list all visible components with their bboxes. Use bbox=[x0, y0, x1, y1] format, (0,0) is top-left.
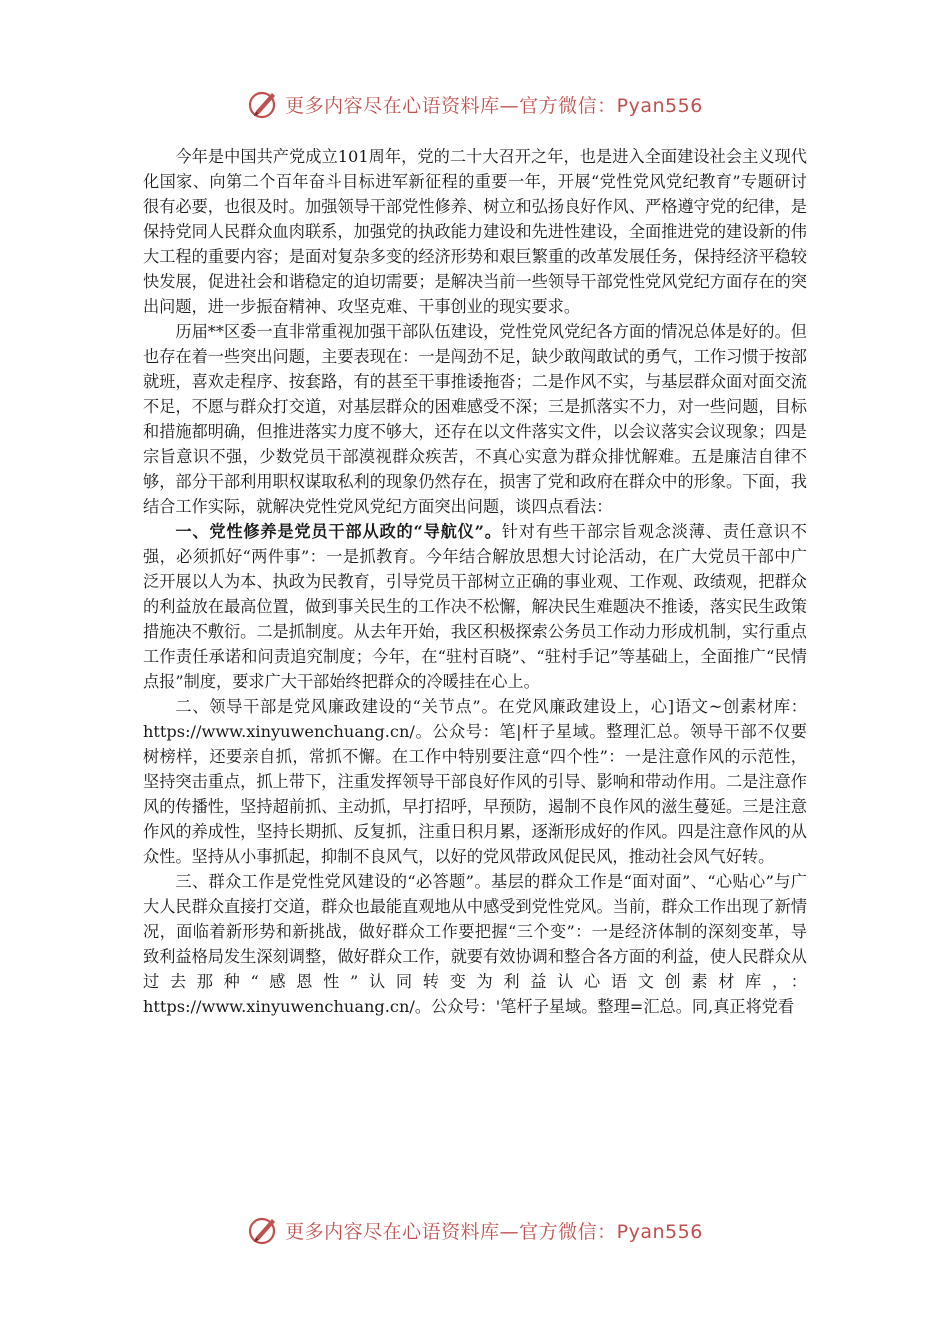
paragraph-problems: 历届**区委一直非常重视加强干部队伍建设，党性党风党纪各方面的情况总体是好的。但也存在着一些突出问题，主要表现在：一是闯劲不足，缺少敢闯敢试的勇气，工作习惯于按部就班，喜欢走程序、按套路，有的甚至干事推诿拖沓；二是作风不实，与基层群众面对面交流不足，不愿与群众打交道，对基层群众的困难感受不深；三是抓落实不力，对一些问题，目标和措施都明确，但推进落实力度不够大，还存在以文件落实文件，以会议落实会议现象；四是宗旨意识不强，少数党员干部漠视群众疾苦，不真心实意为群众排忧解难。五是廉洁自律不够，部分干部利用职权谋取私利的现象仍然存在，损害了党和政府在群众中的形象。下面，我结合工作实际，就解决党性党风党纪方面突出问题，谈四点看法： bbox=[143, 322, 807, 516]
pen-circle-logo-icon bbox=[247, 87, 281, 121]
header-banner bbox=[0, 84, 950, 124]
banner-text: 更多内容尽在心语资料库—官方微信：Pyan556 bbox=[285, 1220, 703, 1243]
paragraph-section-2: 二、领导干部是党风廉政建设的“关节点”。在党风廉政建设上，心]语文~创素材库：https://www.xinyuwenchuang.cn/。公众号：笔|杆子星域。整理汇总。领导干部不仅要树榜样，还要亲自抓，常抓不懈。在工作中特别要注意“四个性”：一是注意作风的示范性，坚持突击重点，抓上带下，注重发挥领导干部良好作风的引导、影响和带动作用。二是注意作风的传播性，坚持超前抓、主动抓，早打招呼，早预防，遏制不良作风的滋生蔓延。三是注意作风的养成性，坚持长期抓、反复抓，注重日积月累，逐渐形成好的作风。四是注意作风的从众性。坚持从小事抓起，抑制不良风气，以好的党风带政风促民风，推动社会风气好转。 bbox=[143, 697, 807, 866]
section-1-heading: 一、党性修养是党员干部从政的“导航仪”。 bbox=[175, 522, 502, 541]
document-body bbox=[143, 144, 807, 1019]
footer-banner bbox=[0, 1210, 950, 1250]
paragraph-section-3: 三、群众工作是党性党风建设的“必答题”。基层的群众工作是“面对面”、“心贴心”与广大人民群众直接打交道，群众也最能直观地从中感受到党性党风。当前，群众工作出现了新情况，面临着新形势和新挑战，做好群众工作要把握“三个变”：一是经济体制的深刻变革，导致利益格局发生深刻调整，做好群众工作，就要有效协调和整合各方面的利益，使人民群众从过去那种“感恩性”认同转变为利益认心语文创素材库，：https://www.xinyuwenchuang.cn/。公众号：'笔杆子星域。整理=汇总。同,真正将党看 bbox=[143, 872, 807, 1016]
paragraph-intro: 今年是中国共产党成立101周年，党的二十大召开之年，也是进入全面建设社会主义现代化国家、向第二个百年奋斗目标进军新征程的重要一年，开展“党性党风党纪教育”专题研讨很有必要，也很及时。加强领导干部党性修养、树立和弘扬良好作风、严格遵守党的纪律，是保持党同人民群众血肉联系，加强党的执政能力建设和先进性建设，全面推进党的建设新的伟大工程的重要内容；是面对复杂多变的经济形势和艰巨繁重的改革发展任务，保持经济平稳较快发展，促进社会和谐稳定的迫切需要；是解决当前一些领导干部党性党风党纪方面存在的突出问题，进一步振奋精神、攻坚克难、干事创业的现实要求。 bbox=[143, 147, 807, 316]
paragraph-section-1: 一、党性修养是党员干部从政的“导航仪”。针对有些干部宗旨观念淡薄、责任意识不强，必须抓好“两件事”：一是抓教育。今年结合解放思想大讨论活动，在广大党员干部中广泛开展以人为本、执政为民教育，引导党员干部树立正确的事业观、工作观、政绩观，把群众的利益放在最高位置，做到事关民生的工作决不松懈，解决民生难题决不推诿，落实民生政策措施决不敷衍。二是抓制度。从去年开始，我区积极探索公务员工作动力形成机制，实行重点工作责任承诺和问责追究制度；今年，在“驻村百晓”、“驻村手记”等基础上，全面推广“民情点报”制度，要求广大干部始终把群众的冷暖挂在心上。 bbox=[143, 522, 807, 691]
pen-circle-logo-icon bbox=[247, 1213, 281, 1247]
banner-text: 更多内容尽在心语资料库—官方微信：Pyan556 bbox=[285, 94, 703, 117]
